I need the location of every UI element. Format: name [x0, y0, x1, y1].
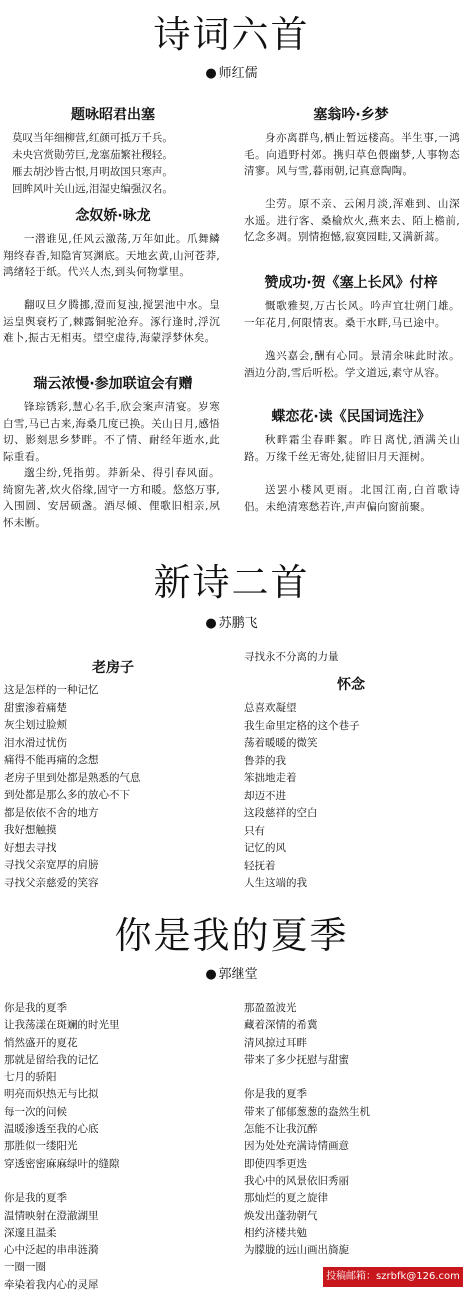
poem-line: 怎能不让我沉醉 — [244, 1123, 318, 1136]
poem-line: 那胜似一缕阳光 — [4, 1140, 78, 1153]
poem-title: 塞翁吟·乡梦 — [313, 107, 389, 123]
poem-line: 我生命里定格的这个巷子 — [244, 719, 360, 732]
poem-line — [4, 1173, 120, 1190]
section-title-2: 新诗二首 — [153, 561, 310, 604]
section-author-1 — [0, 62, 463, 81]
poem-line: 到处都是那么多的放心不下 — [4, 789, 130, 801]
author-name: 师红儒 — [218, 66, 258, 81]
poem-line: 为朦胧的远山画出旖旎 — [244, 1244, 349, 1257]
poem-line: 那灿烂的夏之旋律 — [244, 1192, 328, 1205]
poem-line: 鲁莽的我 — [244, 754, 286, 767]
poem-line: 心中泛起的串串涟漪 — [4, 1244, 99, 1257]
poem-line: 轻抚着 — [244, 859, 276, 872]
poem-line: 人生这端的我 — [244, 877, 307, 889]
poem-line: 荡着暖暖的微笑 — [244, 737, 318, 749]
poem-line: 牵染着我内心的灵犀 — [4, 1278, 99, 1291]
poem-line: 焕发出蓬勃朝气 — [244, 1209, 318, 1222]
poem-paragraph: 送罢小楼风更雨。北国江南,白首歌诗侣。未绝清寒愁若许,声声偏向窗前聚。 — [244, 484, 460, 513]
poem-line: 老房子里到处都是熟悉的气息 — [4, 771, 141, 784]
poem-paragraph: 锋琮锈彩,慧心名手,欣会案声清宴。岁寒白雪,马已古来,海桑几度已换。关山日月,感悟切、影刻思乡梦畔。不了情、耐经年逝水,此际重看。 — [3, 401, 220, 463]
poem-line: 你是我的夏季 — [4, 1002, 67, 1014]
poem-line: 只有 — [244, 824, 265, 837]
poem-line: 寻找父亲宽厚的肩膀 — [4, 859, 99, 871]
poem-title: 赞成功·贺《塞上长风》付梓 — [264, 275, 438, 291]
bullet-icon: ● — [205, 616, 217, 631]
poem-line: 笨拙地走着 — [244, 772, 297, 784]
poem-title: 念奴娇·咏龙 — [75, 208, 151, 224]
section-title-3: 你是我的夏季 — [114, 914, 349, 957]
poem-line: 穿透密密麻麻绿叶的缝隙 — [4, 1157, 120, 1170]
poem-title: 瑞云浓慢·参加联谊会有赠 — [33, 376, 193, 392]
poem-paragraph: 慨歌雅契,万古长风。吟声宜壮朔门雄。一年花月,何限情衷。桑干水畔,马已途中。 — [244, 300, 460, 329]
poem-line: 藏着深情的希冀 — [244, 1019, 318, 1032]
poem-body — [4, 1000, 120, 1294]
poem-line: 好想去寻找 — [4, 841, 57, 854]
poem-line: 未央宫赏勋劳巨,龙塞茄繁社稷轻。 — [12, 149, 173, 161]
poem-paragraph: 一潜谁见,任风云激荡,万年如此。爪舞鳞翔终春香,知隐宵冥渊底。天地玄黄,山河苍莽,鸿绪轻于纸。代兴人杰,到头何物掌里。 — [3, 233, 220, 278]
poem-line: 每一次的问候 — [4, 1105, 67, 1118]
poem-line: 温情映射在澄澈湖里 — [4, 1209, 99, 1222]
poem-paragraph: 邈尘纷,凭指剪。莽新朵、得引春风面。绮窗先著,炊火俗缘,固守一方和暖。悠悠万事,入围圆、安居硕盏。酒尽倾、俚歌旧相亲,夙怀未断。 — [3, 467, 220, 529]
poem-line: 我好想触摸 — [4, 824, 57, 836]
poem-line: 温暖渗透至我的心底 — [4, 1123, 99, 1136]
poem-line: 明亮而炽热无与比拟 — [4, 1088, 99, 1101]
poem-line: 那就是留给我的记忆 — [4, 1053, 99, 1066]
poem-paragraph: 身亦离群鸟,栖止暂远楼高。半生事,一鸿毛。向逍野村郊。携归草色偎幽梦,人事物态清寥。风与雪,暮雨朝,记真意陶陶。 — [244, 132, 460, 177]
section-author-3 — [0, 963, 463, 982]
poem-line: 清风掠过耳畔 — [244, 1036, 307, 1049]
poem-line: 记忆的风 — [244, 842, 286, 854]
poem-body — [244, 700, 360, 893]
poem-line: 你是我的夏季 — [4, 1192, 67, 1205]
poem-line: 泪水滑过忧伤 — [4, 736, 67, 749]
poem-line — [244, 1069, 370, 1086]
poem-line: 雁去胡沙皆古恨,月明故国只寒声。 — [12, 166, 173, 178]
poem-title: 老房子 — [92, 660, 134, 676]
poem-line: 却迈不进 — [244, 789, 286, 802]
poem-paragraph: 尘劳。原不亲、云闲月淡,浑难到、山深水遥。进行客、桑榆炊火,燕来去、陌上檐前,忆念多凋。别情抱憾,寂寞园畦,又满新蒿。 — [244, 198, 460, 243]
poem-line: 你是我的夏季 — [244, 1088, 307, 1101]
poem-paragraph: 逸兴嘉会,酬有心同。景清余味此时浓。酒边分韵,雪后听松。学文道远,素守从容。 — [244, 350, 460, 379]
poem-body — [4, 682, 141, 892]
poem-line: 让我荡漾在斑斓的时光里 — [4, 1019, 120, 1032]
poem-line: 寻找永不分离的力量 — [244, 651, 339, 663]
submission-email-badge: 投稿邮箱：szrbfk@126.com — [323, 1267, 463, 1287]
poem-line: 这是怎样的一种记忆 — [4, 684, 99, 696]
author-name: 郭继堂 — [218, 967, 258, 982]
poem-line: 这段慈祥的空白 — [244, 807, 318, 819]
poem-body — [12, 130, 173, 198]
section-author-2 — [0, 612, 463, 631]
poem-line: 悄然盛开的夏花 — [4, 1036, 78, 1049]
poem-line: 带来了郁郁葱葱的盎然生机 — [244, 1105, 370, 1118]
poem-line: 七月的骄阳 — [4, 1071, 57, 1084]
poem-line: 甜蜜渗着痛楚 — [4, 701, 67, 714]
poem-line: 总喜欢凝望 — [244, 702, 297, 714]
poem-line: 莫叹当年细柳营,红颜可抵万千兵。 — [12, 132, 173, 144]
poem-line: 寻找父亲慈爱的笑容 — [4, 876, 99, 889]
poem-line: 那盈盈波光 — [244, 1002, 297, 1014]
poem-paragraph: 秋畔霜尘春畔絮。昨日离忧,酒满关山路。万缘千丝无寄处,徒留旧月天涯树。 — [244, 434, 460, 463]
poem-line: 回眸风叶关山远,泪湿史编强汉名。 — [12, 183, 173, 195]
poem-line: 都是依依不舍的地方 — [4, 806, 99, 819]
bullet-icon: ● — [205, 66, 217, 81]
poem-title: 蝶恋花·读《民国词选注》 — [271, 409, 431, 425]
poem-paragraph: 翻叹旦夕腾挪,澄而复浊,搅罢池中水。皇运皇舆衰朽了,棘露铜驼沧弃。涿行逢时,浮沉难卜,振古无相夷。望空虚待,海蒙浮梦休矣。 — [3, 299, 220, 344]
poem-line: 深邃且温柔 — [4, 1226, 57, 1239]
poem-line: 即使四季更迭 — [244, 1157, 307, 1170]
poem-title: 题咏昭君出塞 — [71, 107, 155, 123]
poem-title: 怀念 — [337, 677, 365, 693]
section-title-1: 诗词六首 — [153, 13, 310, 56]
poem-line: 痛得不能再痛的念想 — [4, 754, 99, 766]
bullet-icon: ● — [205, 967, 217, 982]
poem-line: 带来了多少抚慰与甜蜜 — [244, 1053, 349, 1066]
poem-line: 一圈一圈 — [4, 1261, 46, 1274]
poem-line: 相约济楼共勉 — [244, 1226, 307, 1239]
author-name: 苏鹏飞 — [218, 616, 258, 631]
poem-line: 我心中的风景依旧秀丽 — [244, 1174, 349, 1187]
poem-line: 灰尘划过脸颊 — [4, 719, 67, 731]
poem-line: 因为处处充满诗情画意 — [244, 1140, 349, 1153]
poem-body — [244, 1000, 370, 1259]
